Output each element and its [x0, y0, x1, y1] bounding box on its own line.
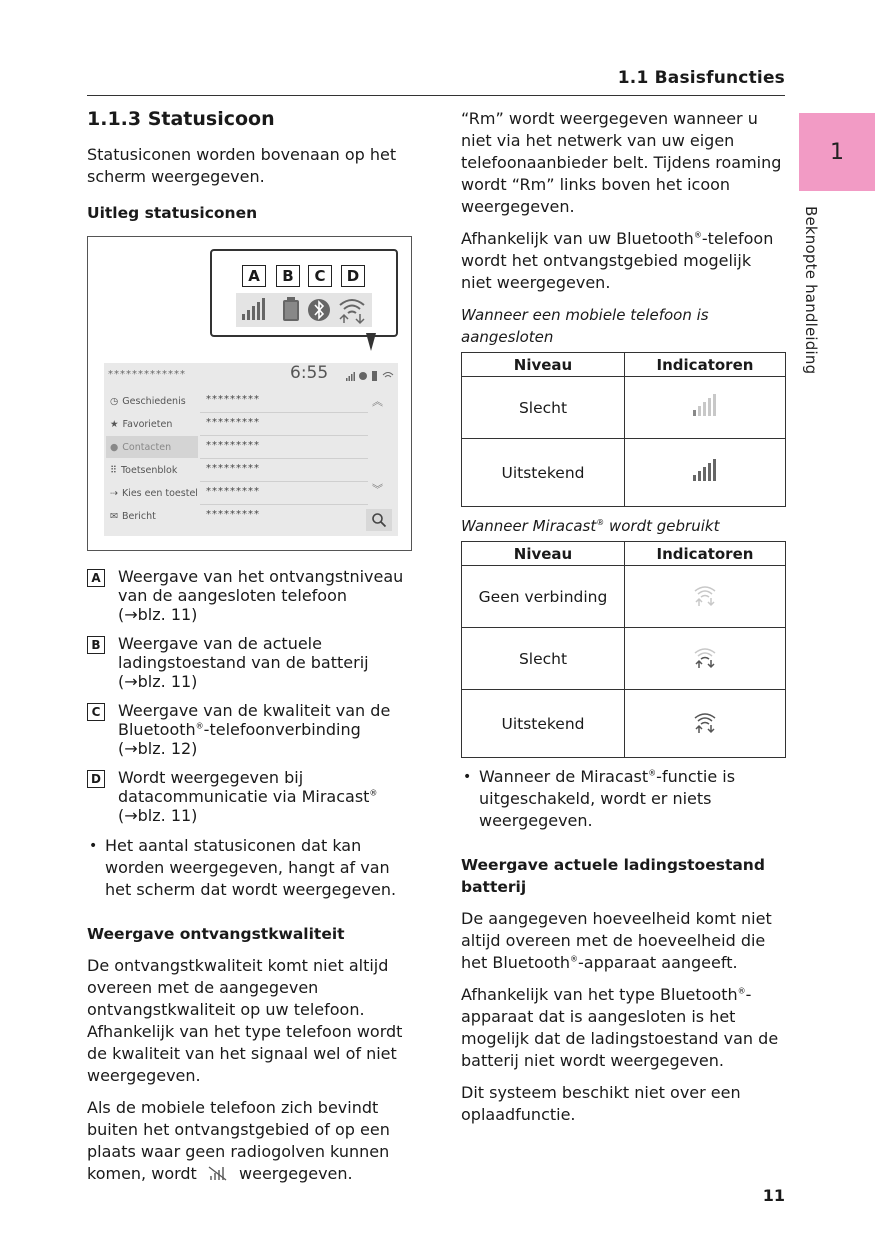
paragraph-text: weergegeven. [239, 1164, 353, 1183]
header-rule [87, 95, 785, 96]
menu-item-keypad[interactable] [106, 459, 198, 481]
legend-text: -telefoonverbinding [203, 720, 361, 739]
list-item[interactable]: ********* [200, 390, 368, 413]
indicator-cell [625, 628, 786, 690]
registered-mark: ® [195, 721, 204, 731]
subhead-reception: Weergave ontvangstkwaliteit [87, 925, 345, 943]
chapter-tab: 1 [799, 113, 875, 191]
search-icon [371, 512, 387, 528]
paragraph-text: Afhankelijk van uw Bluetooth [461, 229, 694, 248]
device-name: ************* [108, 369, 186, 380]
level-cell: Slecht [462, 377, 625, 439]
scroll-up-icon[interactable]: ︽ [372, 395, 383, 408]
phone-link-icon: ⇢ [110, 487, 118, 499]
envelope-icon: ✉ [110, 510, 118, 522]
battery-paragraph-1 [461, 908, 786, 974]
status-icon-strip [236, 293, 372, 327]
page-reference[interactable]: (→blz. 11) [118, 806, 198, 825]
list-item[interactable]: ********* [200, 413, 368, 436]
clock-icon: ◷ [110, 395, 119, 407]
page-number: 11 [762, 1186, 785, 1205]
list-item[interactable]: ********* [200, 459, 368, 482]
indicator-cell [625, 690, 786, 758]
registered-mark: ® [369, 788, 378, 798]
subhead-battery: Weergave actuele ladingstoestand batterij [461, 856, 765, 896]
legend-letter: A [87, 569, 105, 587]
menu-label: Kies een toestel [121, 487, 198, 499]
subhead-explanation: Uitleg statusiconen [87, 204, 258, 222]
person-icon: ● [110, 441, 119, 453]
table-row [462, 377, 786, 439]
callout-letter-c: C [308, 265, 332, 287]
menu-label: Bericht [121, 510, 156, 522]
reception-paragraph-2 [87, 1097, 412, 1185]
level-cell: Uitstekend [462, 690, 625, 758]
indicator-cell [625, 377, 786, 439]
indicator-cell [625, 566, 786, 628]
list-item[interactable]: ********* [200, 436, 368, 459]
scroll-down-icon[interactable]: ︾ [372, 483, 383, 496]
status-icons [236, 293, 372, 327]
star-icon: ★ [110, 418, 119, 430]
miracast-icon [340, 300, 364, 323]
section-title: 1.1.3 Statusicoon [87, 108, 275, 130]
miracast-table [461, 541, 786, 758]
right-column [461, 108, 786, 1136]
phone-signal-table [461, 352, 786, 507]
callout-pointer [366, 333, 376, 351]
paragraph-text: Afhankelijk van het type Bluetooth [461, 985, 738, 1004]
level-cell: Uitstekend [462, 439, 625, 507]
keypad-icon: ⠿ [110, 464, 117, 476]
table-row [462, 566, 786, 628]
search-button[interactable] [366, 509, 392, 531]
battery-paragraph-3: Dit systeem beschikt niet over een oplaadfunctie. [461, 1083, 741, 1124]
menu-label: Toetsenblok [120, 464, 178, 476]
callout-letter-d: D [341, 265, 365, 287]
paragraph-text: De aangegeven hoeveelheid komt niet altijd overeen met de hoeveelheid die het Bluetooth [461, 909, 772, 972]
intro-paragraph: Statusiconen worden bovenaan op het scherm weergegeven. [87, 145, 397, 186]
paragraph-text: Als de mobiele telefoon zich bevindt buiten het ontvangstgebied of op een plaats waar geen radiogolven kunnen komen, wordt [87, 1098, 390, 1183]
registered-mark: ® [648, 768, 657, 778]
registered-mark: ® [570, 954, 579, 964]
caption-text: Wanneer Miracast [461, 517, 597, 535]
legend-text: Weergave van de kwaliteit van de Bluetooth [118, 701, 391, 739]
legend-text: Wordt weergegeven bij datacommunicatie via Miracast [118, 768, 370, 806]
legend-item-b [87, 634, 412, 691]
legend-text: Weergave van het ontvangstniveau van de aangesloten telefoon [118, 567, 404, 605]
paragraph-text: -apparaat aangeeft. [578, 953, 738, 972]
level-cell: Geen verbinding [462, 566, 625, 628]
left-column [87, 108, 412, 1195]
legend-item-a [87, 567, 412, 624]
level-cell: Slecht [462, 628, 625, 690]
roaming-paragraph: “Rm” wordt weergegeven wanneer u niet via het netwerk van uw eigen telefoonaanbieder belt. Tijdens roaming wordt “Rm” links boven het icoon weergegeven. [461, 109, 782, 216]
screen-clock: 6:55 [290, 363, 329, 383]
list-item[interactable]: ********* [200, 482, 368, 505]
menu-item-favorites[interactable] [106, 413, 198, 435]
miracast-strong-icon [692, 710, 718, 734]
bullet-icon-count: • Het aantal statusiconen dat kan worden weergegeven, hangt af van het scherm dat wordt weergegeven. [87, 835, 412, 901]
signal-bars-icon [242, 298, 265, 320]
paragraph-text: -telefoon wordt het ontvangstgebied mogelijk niet weergegeven. [461, 229, 774, 292]
phone-screen [104, 363, 398, 536]
chapter-side-label: Beknopte handleiding [802, 206, 820, 375]
signal-weak-icon [691, 394, 719, 418]
menu-label: Contacten [122, 441, 172, 453]
caption-phone-table: Wanneer een mobiele telefoon is aangesloten [461, 306, 709, 346]
column-header-level: Niveau [462, 353, 625, 377]
legend-text: Weergave van de actuele ladingstoestand van de batterij [118, 634, 369, 672]
bluetooth-paragraph [461, 228, 786, 294]
miracast-weak-icon [692, 645, 718, 669]
bullet-text: -functie is uitgeschakeld, wordt er niets weergegeven. [479, 767, 736, 830]
caption-miracast-table [461, 515, 786, 537]
mini-status-icons [346, 369, 394, 383]
registered-mark: ® [737, 986, 746, 996]
registered-mark: ® [596, 518, 605, 527]
legend-letter: B [87, 636, 105, 654]
callout-letter-a: A [242, 265, 266, 287]
battery-paragraph-2 [461, 984, 786, 1072]
registered-mark: ® [693, 230, 702, 240]
signal-strong-icon [691, 459, 719, 483]
bullet-miracast-off [461, 766, 786, 832]
table-row [462, 439, 786, 507]
menu-item-message[interactable] [106, 505, 198, 527]
icon-callout [210, 249, 398, 337]
legend-letter: C [87, 703, 105, 721]
reception-paragraph-1: De ontvangstkwaliteit komt niet altijd overeen met de aangegeven ontvangstkwaliteit op uw telefoon. Afhankelijk van het type telefoon wordt de kwaliteit van het signaal wel of niet weergegeven. [87, 956, 403, 1085]
column-header-level: Niveau [462, 542, 625, 566]
menu-item-select-device[interactable] [106, 482, 198, 504]
table-row [462, 690, 786, 758]
running-header: 1.1 Basisfuncties [617, 68, 785, 88]
page-reference[interactable]: (→blz. 12) [118, 739, 198, 758]
column-header-indicators: Indicatoren [625, 353, 786, 377]
menu-item-history[interactable] [106, 390, 198, 412]
caption-text: wordt gebruikt [604, 517, 720, 535]
list-item[interactable]: ********* [206, 509, 260, 520]
legend-item-d [87, 768, 412, 825]
legend-letter: D [87, 770, 105, 788]
callout-letter-b: B [276, 265, 300, 287]
battery-icon [283, 297, 299, 321]
page-reference[interactable]: (→blz. 11) [118, 672, 198, 691]
table-row [462, 628, 786, 690]
column-header-indicators: Indicatoren [625, 542, 786, 566]
bluetooth-icon [308, 299, 330, 321]
page-reference[interactable]: (→blz. 11) [118, 605, 198, 624]
screen-illustration [87, 236, 412, 551]
no-signal-icon [208, 1165, 228, 1181]
menu-item-contacts[interactable] [106, 436, 198, 458]
paragraph-text: -apparaat dat is aangesloten is het mogelijk dat de ladingstoestand van de batterij niet wordt weergegeven. [461, 985, 779, 1070]
menu-label: Geschiedenis [122, 395, 186, 407]
menu-label: Favorieten [122, 418, 173, 430]
bullet-text: Wanneer de Miracast [479, 767, 649, 786]
miracast-none-icon [692, 583, 718, 607]
indicator-cell [625, 439, 786, 507]
legend-item-c [87, 701, 412, 758]
